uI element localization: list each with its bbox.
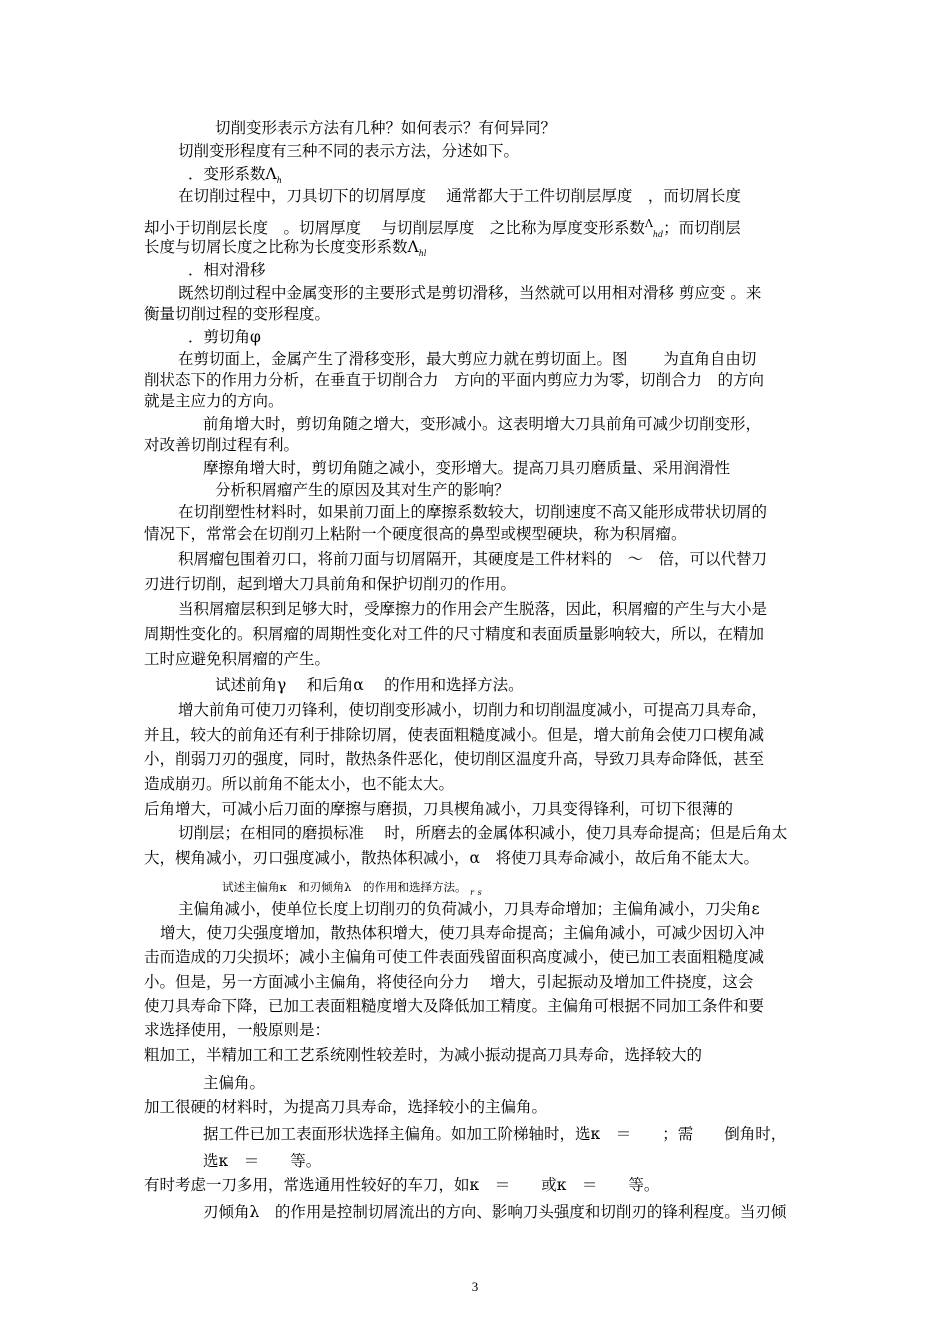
paragraph-line: 既然切削过程中金属变形的主要形式是剪切滑移，当然就可以用相对滑移 剪应变 。来	[178, 284, 762, 302]
question-heading: 试述主偏角κ 和刃倾角λ 的作用和选择方法。 $_r$ $_s$	[222, 880, 482, 897]
paragraph-line: 切削层；在相同的磨损标准 时，所磨去的金属体积减小，使刀具寿命提高；但是后角太	[178, 824, 788, 842]
paragraph-line: 加工很硬的材料时，为提高刀具寿命，选择较小的主偏角。	[144, 1098, 548, 1116]
paragraph-line: 使刀具寿命下降，已加工表面粗糙度增大及降低加工精度。主偏角可根据不同加工条件和要	[144, 997, 765, 1015]
section-heading: ．变形系数$\Lambda_h$	[188, 165, 282, 185]
paragraph-line: 造成崩刃。所以前角不能太小，也不能太大。	[144, 775, 455, 793]
page-number: 3	[471, 1279, 479, 1294]
paragraph-line: 就是主应力的方向。	[144, 392, 284, 410]
question-heading: 试述前角γ 和后角α 的作用和选择方法。	[215, 676, 524, 694]
paragraph-line: 主偏角减小，使单位长度上切削刃的负荷减小，刀具寿命增加；主偏角减小，刀尖角ε	[178, 900, 760, 918]
paragraph-line: 当积屑瘤层积到足够大时，受摩擦力的作用会产生脱落，因此，积屑瘤的产生与大小是	[178, 600, 768, 618]
paragraph-line: 增大，使刀尖强度增加，散热体积增大，使刀具寿命提高；主偏角减小，可减少因切入冲	[160, 924, 765, 942]
paragraph-line: 小。但是，另一方面减小主偏角，将使径向分力 增大，引起振动及增加工件挠度，这会	[144, 973, 754, 991]
paragraph-line: 在切削塑性材料时，如果前刀面上的摩擦系数较大，切削速度不高又能形成带状切屑的	[178, 503, 768, 521]
paragraph-line: 对改善切削过程有利。	[144, 436, 300, 454]
section-heading: ．剪切角φ	[188, 328, 261, 346]
paragraph-line: 衡量切削过程的变形程度。	[144, 305, 331, 323]
paragraph-line: 粗加工，半精加工和工艺系统刚性较差时，为减小振动提高刀具寿命，选择较大的	[144, 1046, 703, 1064]
paragraph-line: 情况下，常常会在切削刃上粘附一个硬度很高的鼻型或楔型硬块，称为积屑瘤。	[144, 525, 687, 543]
paragraph-line: 求选择使用，一般原则是：	[144, 1021, 331, 1039]
section-heading: ．相对滑移	[188, 261, 266, 279]
paragraph-line: 长度与切屑长度之比称为长度变形系数$\Lambda_{hl}$	[144, 238, 427, 258]
paragraph-line: 并且，较大的前角还有利于排除切屑，使表面粗糙度减小。但是，增大前角会使刀口楔角减	[144, 726, 765, 744]
paragraph-line: 积屑瘤包围着刃口，将前刀面与切屑隔开，其硬度是工件材料的 ～ 倍，可以代替刀	[178, 550, 768, 568]
paragraph-line: 小，削弱刀刃的强度，同时，散热条件恶化，使切削区温度升高，导致刀具寿命降低，甚至	[144, 750, 765, 768]
paragraph-line: 却小于切削层长度 。切屑厚度 与切削层厚度 之比称为厚度变形系数$^\Lambda_{hd}$；而切削层	[144, 217, 741, 239]
paragraph-line: 击而造成的刀尖损坏；减小主偏角可使工件表面残留面积高度减小，使已加工表面粗糙度减	[144, 948, 765, 966]
paragraph-line: 周期性变化的。积屑瘤的周期性变化对工件的尺寸精度和表面质量影响较大，所以，在精加	[144, 625, 765, 643]
paragraph-line: 刃进行切削，起到增大刀具前角和保护切削刃的作用。	[144, 575, 517, 593]
paragraph-line: 后角增大，可减小后刀面的摩擦与磨损，刀具楔角减小，刀具变得锋利，可切下很薄的	[144, 800, 734, 818]
list-item: 选κ ＝ 等。	[203, 1152, 322, 1170]
paragraph-line: 摩擦角增大时，剪切角随之减小，变形增大。提高刀具刃磨质量、采用润滑性	[203, 459, 731, 477]
paragraph-line: 工时应避免积屑瘤的产生。	[144, 650, 331, 668]
list-item: 刃倾角λ 的作用是控制切屑流出的方向、影响刀头强度和切削刃的锋利程度。当刃倾	[203, 1203, 787, 1221]
question-heading: 切削变形表示方法有几种？如何表示？有何异同？	[215, 119, 557, 137]
list-item: 主偏角。	[203, 1074, 266, 1092]
paragraph-line: 在剪切面上，金属产生了滑移变形，最大剪应力就在剪切面上。图 为直角自由切	[178, 350, 757, 368]
question-heading: 分析积屑瘤产生的原因及其对生产的影响？	[215, 481, 510, 499]
paragraph-line: 大，楔角减小，刃口强度减小，散热体积减小，α 将使刀具寿命减小，故后角不能太大。	[144, 849, 759, 867]
paragraph-line: 削状态下的作用力分析，在垂直于切削合力 方向的平面内剪应力为零，切削合力 的方向	[144, 371, 765, 389]
list-item: 据工件已加工表面形状选择主偏角。如加工阶梯轴时，选κ ＝ ；需 倒角时，	[203, 1125, 787, 1143]
paragraph-line: 前角增大时，剪切角随之增大，变形减小。这表明增大刀具前角可减少切削变形，	[203, 415, 762, 433]
paragraph-line: 切削变形程度有三种不同的表示方法，分述如下。	[178, 142, 520, 160]
paragraph-line: 在切削过程中，刀具切下的切屑厚度 通常都大于工件切削层厚度 ，而切屑长度	[178, 187, 741, 205]
paragraph-line: 有时考虑一刀多用，常选通用性较好的车刀，如κ ＝ 或κ ＝ 等。	[144, 1176, 660, 1194]
paragraph-line: 增大前角可使刀刃锋利，使切削变形减小，切削力和切削温度减小，可提高刀具寿命，	[178, 701, 768, 719]
